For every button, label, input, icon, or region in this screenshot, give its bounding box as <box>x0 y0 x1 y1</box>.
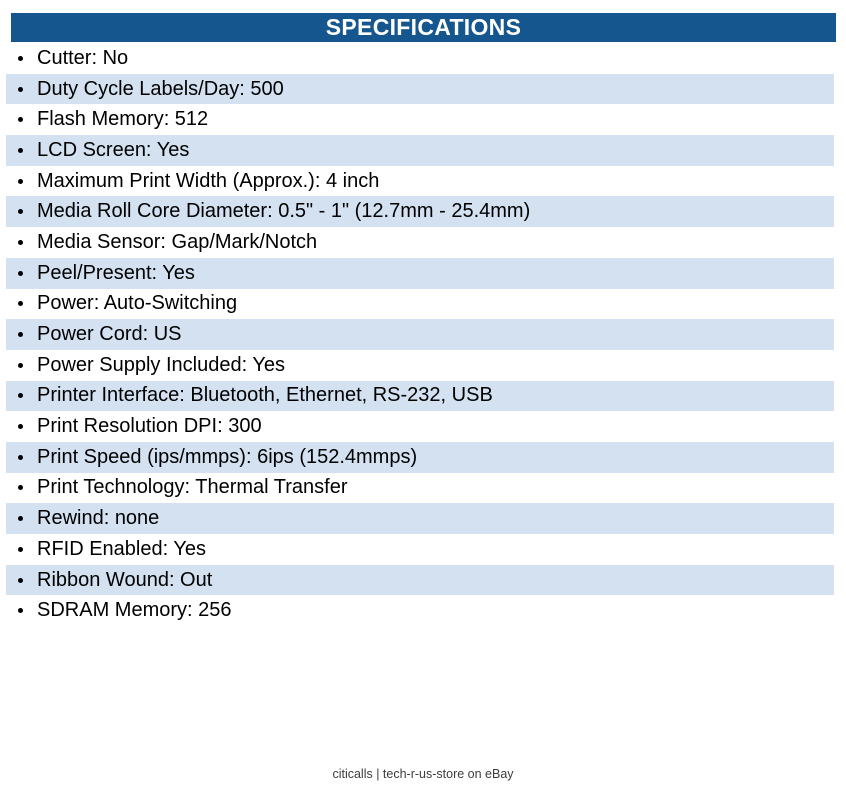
bullet-icon <box>18 516 23 521</box>
list-item <box>6 473 834 504</box>
spec-text: Print Technology: Thermal Transfer <box>37 476 348 499</box>
spec-text: Media Sensor: Gap/Mark/Notch <box>37 230 318 253</box>
bullet-icon <box>18 87 23 92</box>
bullet-icon <box>18 271 23 276</box>
spec-list <box>0 43 846 626</box>
list-item <box>6 166 834 197</box>
list-item <box>6 595 834 626</box>
bullet-icon <box>18 608 23 613</box>
list-item <box>6 442 834 473</box>
list-item <box>6 135 834 166</box>
list-item <box>6 196 834 227</box>
list-item <box>6 411 834 442</box>
spec-text: Ribbon Wound: Out <box>37 568 213 591</box>
list-item <box>6 350 834 381</box>
bullet-icon <box>18 117 23 122</box>
list-item <box>6 104 834 135</box>
list-item <box>6 565 834 596</box>
list-item <box>6 503 834 534</box>
bullet-icon <box>18 240 23 245</box>
list-item <box>6 258 834 289</box>
bullet-icon <box>18 393 23 398</box>
bullet-icon <box>18 485 23 490</box>
spec-text: Printer Interface: Bluetooth, Ethernet, RS-232, USB <box>37 384 493 407</box>
spec-text: Print Speed (ips/mmps): 6ips (152.4mmps) <box>37 445 418 468</box>
bullet-icon <box>18 56 23 61</box>
list-item <box>6 319 834 350</box>
bullet-icon <box>18 148 23 153</box>
spec-text: RFID Enabled: Yes <box>37 537 206 560</box>
list-item <box>6 74 834 105</box>
spec-text: Rewind: none <box>37 507 160 530</box>
spec-text: Media Roll Core Diameter: 0.5" - 1" (12.7mm - 25.4mm) <box>37 200 531 223</box>
bullet-icon <box>18 209 23 214</box>
bullet-icon <box>18 547 23 552</box>
spec-text: Power Supply Included: Yes <box>37 353 285 376</box>
spec-text: Duty Cycle Labels/Day: 500 <box>37 77 284 100</box>
list-item <box>6 534 834 565</box>
spec-text: Maximum Print Width (Approx.): 4 inch <box>37 169 380 192</box>
spec-text: Power Cord: US <box>37 323 182 346</box>
bullet-icon <box>18 578 23 583</box>
spec-text: LCD Screen: Yes <box>37 138 190 161</box>
bullet-icon <box>18 424 23 429</box>
bullet-icon <box>18 363 23 368</box>
bullet-icon <box>18 179 23 184</box>
specifications-header: SPECIFICATIONS <box>11 13 836 42</box>
spec-text: Flash Memory: 512 <box>37 108 209 131</box>
bullet-icon <box>18 332 23 337</box>
spec-text: Cutter: No <box>37 46 129 69</box>
list-item <box>6 43 834 74</box>
bullet-icon <box>18 301 23 306</box>
list-item <box>6 381 834 412</box>
list-item <box>6 227 834 258</box>
spec-text: Power: Auto-Switching <box>37 292 238 315</box>
spec-text: SDRAM Memory: 256 <box>37 599 232 622</box>
spec-text: Peel/Present: Yes <box>37 261 195 284</box>
spec-text: Print Resolution DPI: 300 <box>37 415 262 438</box>
bullet-icon <box>18 455 23 460</box>
list-item <box>6 289 834 320</box>
store-footer-text: citicalls | tech-r-us-store on eBay <box>332 767 514 781</box>
